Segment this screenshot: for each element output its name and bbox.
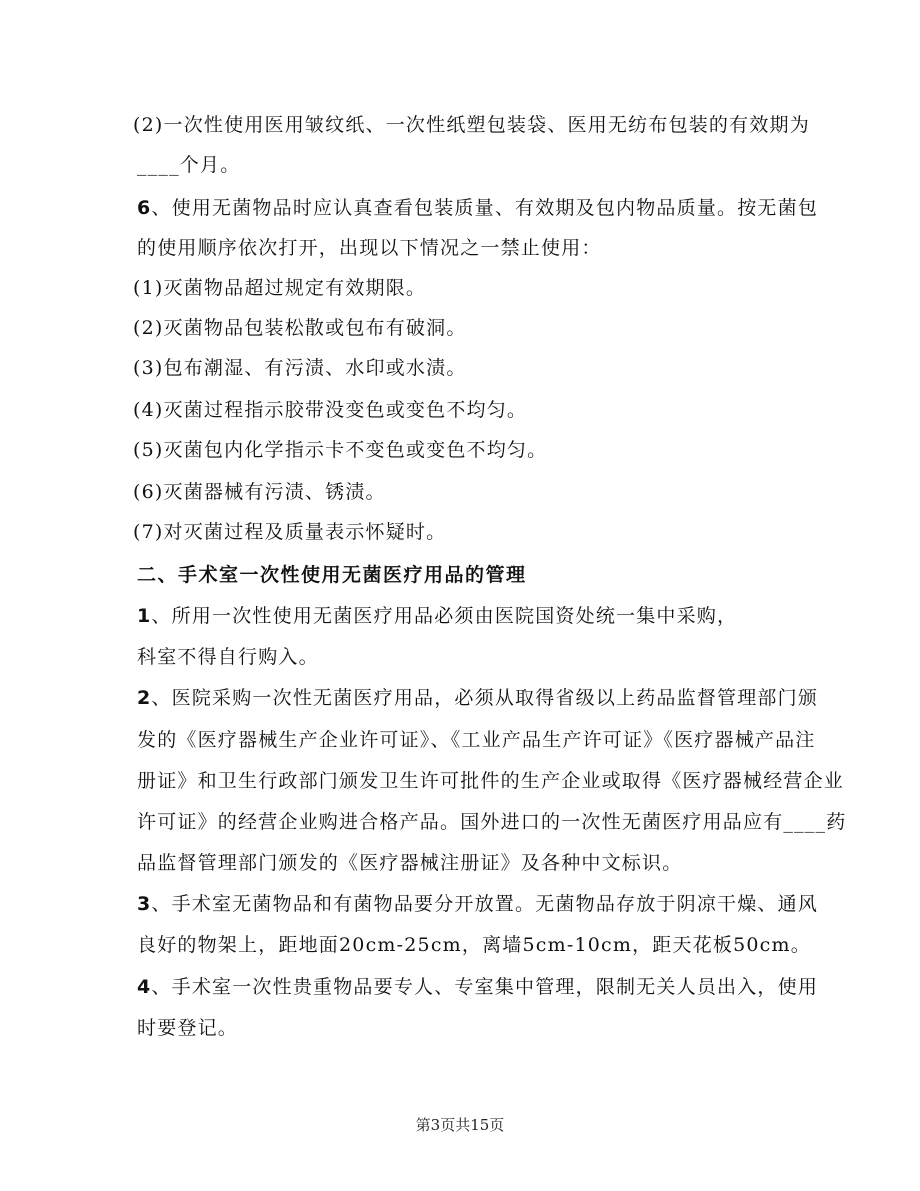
list-item: (3)包布潮湿、有污渍、水印或水渍。 [133, 357, 467, 379]
list-item: (2)灭菌物品包装松散或包布有破洞。 [133, 317, 467, 339]
item-3: 3、手术室无菌物品和有菌物品要分开放置。无菌物品存放于阴凉干燥、通风 [137, 893, 819, 915]
item-4: 4、手术室一次性贵重物品要专人、专室集中管理，限制无关人员出入，使用 [137, 976, 819, 998]
text-line: 品监督管理部门颁发的《医疗器械注册证》及各种中文标识。 [137, 852, 683, 874]
list-item: (4)灭菌过程指示胶带没变色或变色不均匀。 [133, 399, 528, 421]
text-line: 发的《医疗器械生产企业许可证》、《工业产品生产许可证》《医疗器械产品注 [137, 729, 816, 751]
text-line: 许可证》的经营企业购进合格产品。国外进口的一次性无菌医疗用品应有____药 [137, 811, 847, 833]
text-line: (2)一次性使用医用皱纹纸、一次性纸塑包装袋、医用无纺布包装的有效期为 [133, 114, 810, 136]
list-item: (1)灭菌物品超过规定有效期限。 [133, 277, 427, 299]
text-line: 时要登记。 [137, 1017, 239, 1039]
item-number: 3 [137, 893, 152, 915]
list-item: (6)灭菌器械有污渍、锈渍。 [133, 481, 386, 503]
item-1: 1、所用一次性使用无菌医疗用品必须由医院国资处统一集中采购， [137, 605, 738, 627]
item-number: 4 [137, 976, 152, 998]
item-number: 2 [137, 687, 152, 709]
text-line: 的使用顺序依次打开，出现以下情况之一禁止使用： [137, 237, 602, 259]
text-line: 良好的物架上，距地面20cm-25cm，离墙5cm-10cm，距天花板50cm。 [137, 934, 811, 956]
text-line: 科室不得自行购入。 [137, 646, 319, 668]
item-number: 1 [137, 605, 152, 627]
list-item: (5)灭菌包内化学指示卡不变色或变色不均匀。 [133, 439, 548, 461]
item-number: 6 [137, 197, 152, 219]
item-6: 6、使用无菌物品时应认真查看包装质量、有效期及包内物品质量。按无菌包 [137, 197, 819, 219]
list-item: (7)对灭菌过程及质量表示怀疑时。 [133, 521, 447, 543]
item-2: 2、医院采购一次性无菌医疗用品，必须从取得省级以上药品监督管理部门颁 [137, 687, 819, 709]
section-heading: 二、手术室一次性使用无菌医疗用品的管理 [137, 564, 527, 586]
text-line: 册证》和卫生行政部门颁发卫生许可批件的生产企业或取得《医疗器械经营企业 [137, 770, 845, 792]
page-number: 第3页共15页 [415, 1116, 505, 1134]
text-line: ____个月。 [137, 154, 241, 176]
